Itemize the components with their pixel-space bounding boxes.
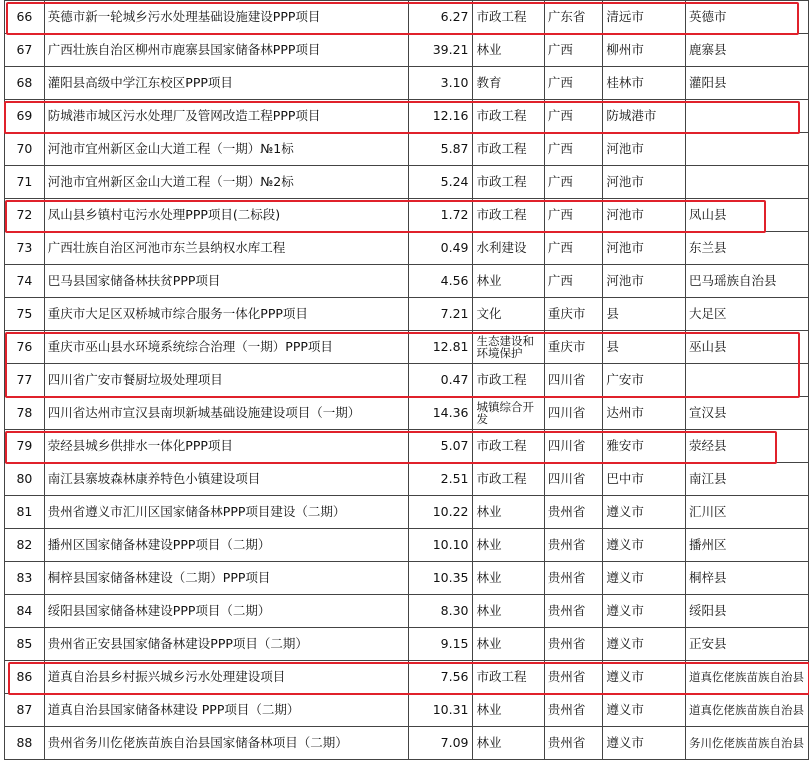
city-cell: 县 bbox=[603, 331, 686, 364]
table-row bbox=[5, 166, 809, 199]
project-name-cell: 重庆市巫山县水环境系统综合治理（一期）PPP项目 bbox=[44, 331, 408, 364]
project-name-cell: 荥经县城乡供排水一体化PPP项目 bbox=[44, 430, 408, 463]
county-cell: 英德市 bbox=[686, 1, 809, 34]
row-number-cell: 72 bbox=[5, 199, 45, 232]
city-cell: 清远市 bbox=[603, 1, 686, 34]
table-row bbox=[5, 34, 809, 67]
county-cell: 大足区 bbox=[686, 298, 809, 331]
row-number-cell: 67 bbox=[5, 34, 45, 67]
county-cell: 东兰县 bbox=[686, 232, 809, 265]
sector-cell: 林业 bbox=[473, 529, 544, 562]
sector-cell: 教育 bbox=[473, 67, 544, 100]
investment-amount-cell: 0.47 bbox=[408, 364, 473, 397]
row-number-cell: 76 bbox=[5, 331, 45, 364]
investment-amount-cell: 4.56 bbox=[408, 265, 473, 298]
sector-cell: 市政工程 bbox=[473, 661, 544, 694]
city-cell: 河池市 bbox=[603, 133, 686, 166]
investment-amount-cell: 8.30 bbox=[408, 595, 473, 628]
row-number-cell: 66 bbox=[5, 1, 45, 34]
county-cell: 道真仡佬族苗族自治县 bbox=[686, 661, 809, 694]
project-name-cell: 巴马县国家储备林扶贫PPP项目 bbox=[44, 265, 408, 298]
project-name-cell: 贵州省务川仡佬族苗族自治县国家储备林项目（二期） bbox=[44, 727, 408, 760]
row-number-cell: 88 bbox=[5, 727, 45, 760]
table-row bbox=[5, 628, 809, 661]
project-name-cell: 河池市宜州新区金山大道工程（一期）№2标 bbox=[44, 166, 408, 199]
investment-amount-cell: 3.10 bbox=[408, 67, 473, 100]
county-cell bbox=[686, 364, 809, 397]
county-cell: 宣汉县 bbox=[686, 397, 809, 430]
sector-cell: 林业 bbox=[473, 628, 544, 661]
project-name-cell: 灌阳县高级中学江东校区PPP项目 bbox=[44, 67, 408, 100]
table-row bbox=[5, 364, 809, 397]
county-cell: 播州区 bbox=[686, 529, 809, 562]
province-cell: 贵州省 bbox=[544, 595, 603, 628]
city-cell: 巴中市 bbox=[603, 463, 686, 496]
sector-cell: 市政工程 bbox=[473, 463, 544, 496]
province-cell: 广西 bbox=[544, 166, 603, 199]
sector-cell: 林业 bbox=[473, 595, 544, 628]
project-name-cell: 贵州省遵义市汇川区国家储备林PPP项目建设（二期） bbox=[44, 496, 408, 529]
table-row bbox=[5, 67, 809, 100]
county-cell: 凤山县 bbox=[686, 199, 809, 232]
province-cell: 广西 bbox=[544, 232, 603, 265]
county-cell bbox=[686, 100, 809, 133]
row-number-cell: 80 bbox=[5, 463, 45, 496]
province-cell: 广东省 bbox=[544, 1, 603, 34]
investment-amount-cell: 10.35 bbox=[408, 562, 473, 595]
county-cell: 绥阳县 bbox=[686, 595, 809, 628]
project-name-cell: 广西壮族自治区河池市东兰县纳权水库工程 bbox=[44, 232, 408, 265]
table-row bbox=[5, 595, 809, 628]
province-cell: 四川省 bbox=[544, 430, 603, 463]
table-row bbox=[5, 727, 809, 760]
investment-amount-cell: 6.27 bbox=[408, 1, 473, 34]
province-cell: 广西 bbox=[544, 265, 603, 298]
project-name-cell: 广西壮族自治区柳州市鹿寨县国家储备林PPP项目 bbox=[44, 34, 408, 67]
table-row bbox=[5, 100, 809, 133]
row-number-cell: 74 bbox=[5, 265, 45, 298]
province-cell: 贵州省 bbox=[544, 694, 603, 727]
table-row bbox=[5, 232, 809, 265]
project-name-cell: 重庆市大足区双桥城市综合服务一体化PPP项目 bbox=[44, 298, 408, 331]
table-row bbox=[5, 331, 809, 364]
city-cell: 遵义市 bbox=[603, 529, 686, 562]
table-row bbox=[5, 1, 809, 34]
investment-amount-cell: 7.21 bbox=[408, 298, 473, 331]
city-cell: 河池市 bbox=[603, 199, 686, 232]
province-cell: 贵州省 bbox=[544, 529, 603, 562]
table-row bbox=[5, 265, 809, 298]
table-row bbox=[5, 298, 809, 331]
investment-amount-cell: 7.09 bbox=[408, 727, 473, 760]
table-row bbox=[5, 133, 809, 166]
province-cell: 重庆市 bbox=[544, 298, 603, 331]
province-cell: 贵州省 bbox=[544, 562, 603, 595]
sector-cell: 市政工程 bbox=[473, 166, 544, 199]
city-cell: 遵义市 bbox=[603, 661, 686, 694]
project-name-cell: 四川省广安市餐厨垃圾处理项目 bbox=[44, 364, 408, 397]
row-number-cell: 75 bbox=[5, 298, 45, 331]
table-row bbox=[5, 430, 809, 463]
row-number-cell: 79 bbox=[5, 430, 45, 463]
county-cell: 巴马瑶族自治县 bbox=[686, 265, 809, 298]
sector-cell: 林业 bbox=[473, 34, 544, 67]
project-name-cell: 四川省达州市宣汉县南坝新城基础设施建设项目（一期） bbox=[44, 397, 408, 430]
row-number-cell: 81 bbox=[5, 496, 45, 529]
county-cell: 汇川区 bbox=[686, 496, 809, 529]
province-cell: 重庆市 bbox=[544, 331, 603, 364]
province-cell: 四川省 bbox=[544, 397, 603, 430]
project-name-cell: 英德市新一轮城乡污水处理基础设施建设PPP项目 bbox=[44, 1, 408, 34]
project-name-cell: 桐梓县国家储备林建设（二期）PPP项目 bbox=[44, 562, 408, 595]
sector-cell: 市政工程 bbox=[473, 1, 544, 34]
sector-cell: 林业 bbox=[473, 496, 544, 529]
city-cell: 遵义市 bbox=[603, 694, 686, 727]
project-name-cell: 播州区国家储备林建设PPP项目（二期） bbox=[44, 529, 408, 562]
province-cell: 四川省 bbox=[544, 364, 603, 397]
table-row bbox=[5, 529, 809, 562]
investment-amount-cell: 12.81 bbox=[408, 331, 473, 364]
sector-cell: 林业 bbox=[473, 562, 544, 595]
row-number-cell: 83 bbox=[5, 562, 45, 595]
row-number-cell: 73 bbox=[5, 232, 45, 265]
project-name-cell: 凤山县乡镇村屯污水处理PPP项目(二标段) bbox=[44, 199, 408, 232]
sector-cell: 林业 bbox=[473, 694, 544, 727]
sector-cell: 市政工程 bbox=[473, 364, 544, 397]
project-name-cell: 河池市宜州新区金山大道工程（一期）№1标 bbox=[44, 133, 408, 166]
county-cell: 南江县 bbox=[686, 463, 809, 496]
city-cell: 河池市 bbox=[603, 166, 686, 199]
project-name-cell: 道真自治县国家储备林建设 PPP项目（二期） bbox=[44, 694, 408, 727]
row-number-cell: 70 bbox=[5, 133, 45, 166]
row-number-cell: 77 bbox=[5, 364, 45, 397]
province-cell: 广西 bbox=[544, 100, 603, 133]
sector-cell: 市政工程 bbox=[473, 100, 544, 133]
city-cell: 遵义市 bbox=[603, 595, 686, 628]
project-name-cell: 南江县寨坡森林康养特色小镇建设项目 bbox=[44, 463, 408, 496]
city-cell: 雅安市 bbox=[603, 430, 686, 463]
row-number-cell: 84 bbox=[5, 595, 45, 628]
province-cell: 广西 bbox=[544, 34, 603, 67]
city-cell: 河池市 bbox=[603, 232, 686, 265]
row-number-cell: 78 bbox=[5, 397, 45, 430]
sector-cell: 城镇综合开发 bbox=[473, 397, 544, 430]
investment-amount-cell: 9.15 bbox=[408, 628, 473, 661]
row-number-cell: 69 bbox=[5, 100, 45, 133]
county-cell: 务川仡佬族苗族自治县 bbox=[686, 727, 809, 760]
county-cell bbox=[686, 133, 809, 166]
sector-cell: 林业 bbox=[473, 265, 544, 298]
province-cell: 四川省 bbox=[544, 463, 603, 496]
investment-amount-cell: 5.87 bbox=[408, 133, 473, 166]
county-cell: 鹿寨县 bbox=[686, 34, 809, 67]
county-cell: 道真仡佬族苗族自治县 bbox=[686, 694, 809, 727]
city-cell: 遵义市 bbox=[603, 496, 686, 529]
table-row bbox=[5, 199, 809, 232]
investment-amount-cell: 5.24 bbox=[408, 166, 473, 199]
investment-amount-cell: 12.16 bbox=[408, 100, 473, 133]
county-cell bbox=[686, 166, 809, 199]
project-name-cell: 贵州省正安县国家储备林建设PPP项目（二期） bbox=[44, 628, 408, 661]
investment-amount-cell: 10.22 bbox=[408, 496, 473, 529]
investment-amount-cell: 10.31 bbox=[408, 694, 473, 727]
sector-cell: 市政工程 bbox=[473, 133, 544, 166]
table-body bbox=[5, 1, 809, 760]
province-cell: 广西 bbox=[544, 67, 603, 100]
table-row bbox=[5, 694, 809, 727]
province-cell: 贵州省 bbox=[544, 628, 603, 661]
sector-cell: 市政工程 bbox=[473, 199, 544, 232]
county-cell: 巫山县 bbox=[686, 331, 809, 364]
city-cell: 县 bbox=[603, 298, 686, 331]
province-cell: 贵州省 bbox=[544, 496, 603, 529]
city-cell: 柳州市 bbox=[603, 34, 686, 67]
project-table bbox=[4, 0, 809, 760]
table-row bbox=[5, 397, 809, 430]
row-number-cell: 87 bbox=[5, 694, 45, 727]
project-name-cell: 防城港市城区污水处理厂及管网改造工程PPP项目 bbox=[44, 100, 408, 133]
investment-amount-cell: 14.36 bbox=[408, 397, 473, 430]
investment-amount-cell: 39.21 bbox=[408, 34, 473, 67]
county-cell: 桐梓县 bbox=[686, 562, 809, 595]
city-cell: 广安市 bbox=[603, 364, 686, 397]
city-cell: 防城港市 bbox=[603, 100, 686, 133]
city-cell: 遵义市 bbox=[603, 727, 686, 760]
city-cell: 桂林市 bbox=[603, 67, 686, 100]
investment-amount-cell: 5.07 bbox=[408, 430, 473, 463]
investment-amount-cell: 1.72 bbox=[408, 199, 473, 232]
row-number-cell: 85 bbox=[5, 628, 45, 661]
sector-cell: 市政工程 bbox=[473, 430, 544, 463]
province-cell: 广西 bbox=[544, 199, 603, 232]
row-number-cell: 86 bbox=[5, 661, 45, 694]
county-cell: 荥经县 bbox=[686, 430, 809, 463]
table-row bbox=[5, 661, 809, 694]
investment-amount-cell: 7.56 bbox=[408, 661, 473, 694]
sector-cell: 生态建设和环境保护 bbox=[473, 331, 544, 364]
province-cell: 广西 bbox=[544, 133, 603, 166]
county-cell: 灌阳县 bbox=[686, 67, 809, 100]
investment-amount-cell: 10.10 bbox=[408, 529, 473, 562]
city-cell: 遵义市 bbox=[603, 562, 686, 595]
table-row bbox=[5, 463, 809, 496]
county-cell: 正安县 bbox=[686, 628, 809, 661]
row-number-cell: 71 bbox=[5, 166, 45, 199]
row-number-cell: 68 bbox=[5, 67, 45, 100]
province-cell: 贵州省 bbox=[544, 661, 603, 694]
province-cell: 贵州省 bbox=[544, 727, 603, 760]
project-name-cell: 绥阳县国家储备林建设PPP项目（二期） bbox=[44, 595, 408, 628]
table-row bbox=[5, 496, 809, 529]
sector-cell: 林业 bbox=[473, 727, 544, 760]
city-cell: 达州市 bbox=[603, 397, 686, 430]
city-cell: 河池市 bbox=[603, 265, 686, 298]
sector-cell: 水利建设 bbox=[473, 232, 544, 265]
investment-amount-cell: 2.51 bbox=[408, 463, 473, 496]
investment-amount-cell: 0.49 bbox=[408, 232, 473, 265]
sector-cell: 文化 bbox=[473, 298, 544, 331]
project-name-cell: 道真自治县乡村振兴城乡污水处理建设项目 bbox=[44, 661, 408, 694]
table-row bbox=[5, 562, 809, 595]
city-cell: 遵义市 bbox=[603, 628, 686, 661]
row-number-cell: 82 bbox=[5, 529, 45, 562]
